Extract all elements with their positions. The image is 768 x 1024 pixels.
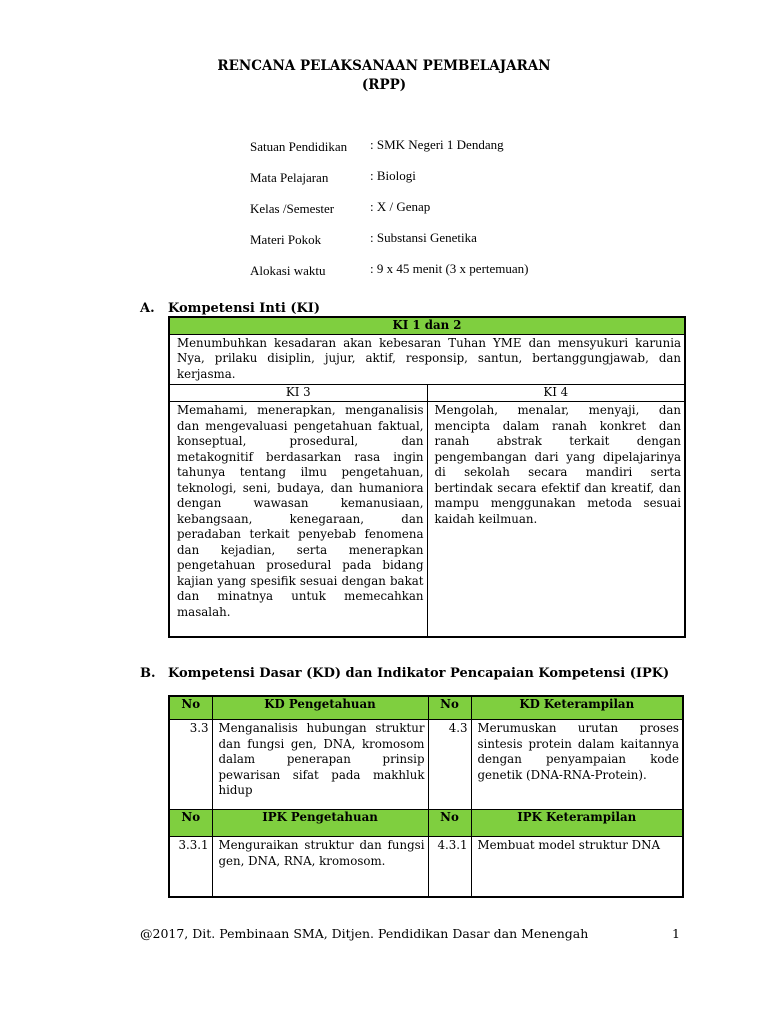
ipk-row-cell-2 [471, 837, 683, 898]
identity-label-materi: Materi Pokok [250, 232, 322, 247]
identity-label-mapel: Mata Pelajaran [250, 170, 329, 185]
section-b-heading [140, 666, 669, 681]
ki4-header: KI 4 [427, 385, 685, 402]
kd-row-text-1: Menganalisis hubungan struktur dan fungsi gen, DNA, kromosom dalam penerapan prinsip pewarisan sifat pada makhluk hidup [218, 721, 425, 797]
ipk-header-pengetahuan: IPK Pengetahuan [212, 810, 428, 837]
ipk-header-no-1: No [169, 810, 212, 837]
identity-value-mapel: : Biologi [370, 168, 416, 183]
identity-label-satuan: Satuan Pendidikan [250, 139, 348, 154]
ipk-row-text-1: Menguraikan struktur dan fungsi gen, DNA, RNA, kromosom. [218, 838, 425, 868]
ki3-cell [169, 402, 427, 638]
ipk-row-text-2: Membuat model struktur DNA [477, 838, 660, 852]
identity-value-alokasi: : 9 x 45 menit (3 x pertemuan) [370, 261, 529, 276]
kd-header-no-2: No [428, 696, 471, 720]
identity-label-kelas: Kelas /Semester [250, 201, 335, 216]
ipk-row-no-1: 3.3.1 [169, 837, 212, 898]
document-subtitle: (RPP) [361, 77, 407, 93]
kd-row-no-2: 4.3 [428, 720, 471, 810]
identity-value-kelas: : X / Genap [370, 199, 431, 214]
ipk-row-no-2: 4.3.1 [428, 837, 471, 898]
document-title: RENCANA PELAKSANAAN PEMBELAJARAN [217, 58, 551, 74]
identity-value-materi: : Substansi Genetika [370, 230, 477, 245]
kd-row-cell-1 [212, 720, 428, 810]
ipk-header-no-2: No [428, 810, 471, 837]
footer-copyright: @2017, Dit. Pembinaan SMA, Ditjen. Pendidikan Dasar dan Menengah [140, 926, 589, 941]
ki12-cell [169, 334, 685, 385]
kd-row-no-1: 3.3 [169, 720, 212, 810]
identity-label-alokasi: Alokasi waktu [250, 263, 326, 278]
identity-value-satuan: : SMK Negeri 1 Dendang [370, 137, 504, 152]
ki4-text: Mengolah, menalar, menyaji, dan mencipta dalam ranah konkret dan ranah abstrak terkait dengan pengembangan dari yang dipelajarinya di sekolah secara mandiri serta bertindak secara efektif dan kreatif, dan mampu menggunakan metoda sesuai kaidah keilmuan. [434, 403, 682, 526]
kd-header-pengetahuan: KD Pengetahuan [212, 696, 428, 720]
ki12-text: Menumbuhkan kesadaran akan kebesaran Tuhan YME dan mensyukuri karunia Nya, prilaku disiplin, jujur, aktif, responsip, santun, bertanggungjawab, dan kerjasma. [177, 335, 682, 381]
ki4-cell [427, 402, 685, 638]
page-number: 1 [672, 926, 680, 941]
ki3-text: Memahami, menerapkan, menganalisis dan mengevaluasi pengetahuan faktual, konseptual, prosedural, dan metakognitif berdasarkan rasa ingin tahunya tentang ilmu pengetahuan, teknologi, seni, budaya, dan humaniora dengan wawasan kemanusiaan, kebangsaan, kenegaraan, dan peradaban terkait penyebab fenomena dan kejadian, serta menerapkan pengetahuan prosedural pada bidang kajian yang spesifik sesuai dengan bakat dan minatnya untuk memecahkan masalah. [177, 403, 424, 619]
kd-row-cell-2 [471, 720, 683, 810]
kd-ipk-table [168, 695, 684, 898]
ki-table [168, 316, 686, 638]
ki3-header: KI 3 [169, 385, 427, 402]
section-b-letter: B. [140, 666, 156, 681]
kd-header-no-1: No [169, 696, 212, 720]
section-a-heading [140, 301, 320, 316]
kd-row-text-2: Merumuskan urutan proses sintesis protein dalam kaitannya dengan penyampaian kode genetik (DNA-RNA-Protein). [477, 721, 679, 782]
section-a-letter: A. [140, 301, 155, 316]
section-a-title: Kompetensi Inti (KI) [168, 301, 320, 316]
ipk-row-cell-1 [212, 837, 428, 898]
ki12-header: KI 1 dan 2 [169, 317, 685, 334]
kd-header-keterampilan: KD Keterampilan [471, 696, 683, 720]
ipk-header-keterampilan: IPK Keterampilan [471, 810, 683, 837]
section-b-title: Kompetensi Dasar (KD) dan Indikator Pencapaian Kompetensi (IPK) [168, 666, 670, 681]
